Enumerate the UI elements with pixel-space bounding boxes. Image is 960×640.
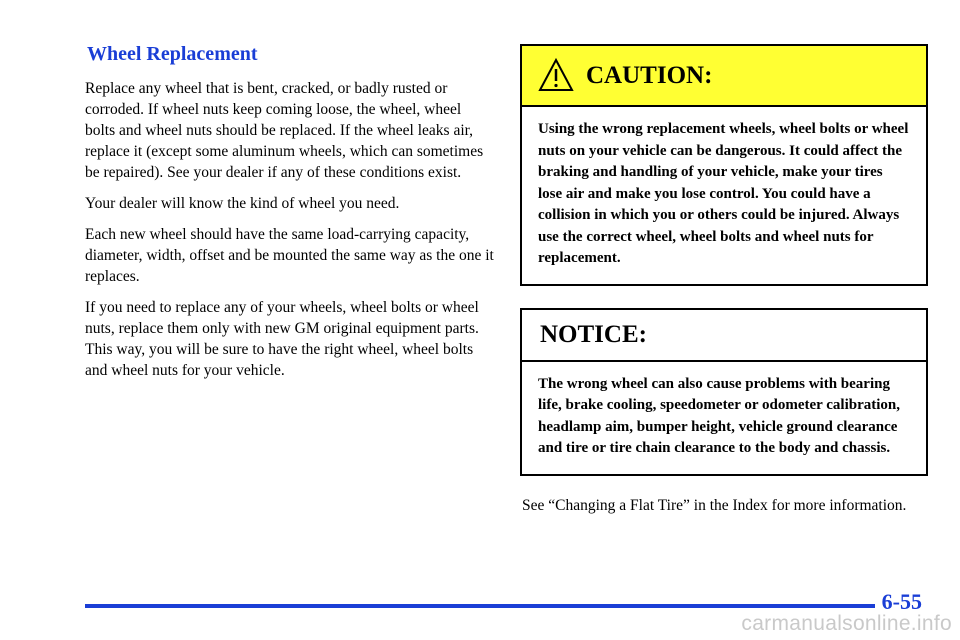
notice-heading: NOTICE: [540,320,647,348]
see-also-text: See “Changing a Flat Tire” in the Index for more information. [522,496,907,514]
page-number: 6-55 [881,589,922,614]
paragraph-1: Replace any wheel that is bent, cracked, or badly rusted or corroded. If wheel nuts keep coming loose, the wheel, wheel bolts and wheel nuts should be replaced. If the wheel leaks air, replace it (except some aluminum wheels, which can sometimes be repaired). See your dealer if any of these conditions exist. [85,80,484,181]
caution-box [520,44,928,286]
caution-heading: CAUTION: [586,61,713,89]
notice-header [522,310,926,362]
right-column [520,44,930,516]
paragraph-4: If you need to replace any of your wheels, wheel bolts or wheel nuts, replace them only with new GM original equipment parts. This way, you will be sure to have the right wheel, wheel bolts and wheel nuts for your vehicle. [85,299,479,379]
paragraph-2: Your dealer will know the kind of wheel you need. [85,195,400,212]
notice-box [520,308,928,476]
paragraph-3: Each new wheel should have the same load-carrying capacity, diameter, width, offset and be mounted the same way as the one it replaces. [85,226,494,285]
caution-header [522,46,926,107]
caution-text: Using the wrong replacement wheels, wheel bolts or wheel nuts on your vehicle can be dangerous. It could affect the braking and handling of your vehicle, make your tires lose air and make you lose control. You could have a collision in which you or others could be injured. Always use the correct wheel, wheel bolts and wheel nuts for replacement. [538,121,909,266]
left-column [85,40,495,391]
warning-triangle-icon [538,58,574,94]
footer-rule [85,604,875,608]
watermark: carmanualsonline.info [741,612,952,635]
section-title: Wheel Replacement [87,43,258,65]
notice-text: The wrong wheel can also cause problems with bearing life, brake cooling, speedometer or odometer calibration, headlamp aim, bumper height, vehicle ground clearance and tire or tire chain clearance to the body and chassis. [538,375,901,456]
